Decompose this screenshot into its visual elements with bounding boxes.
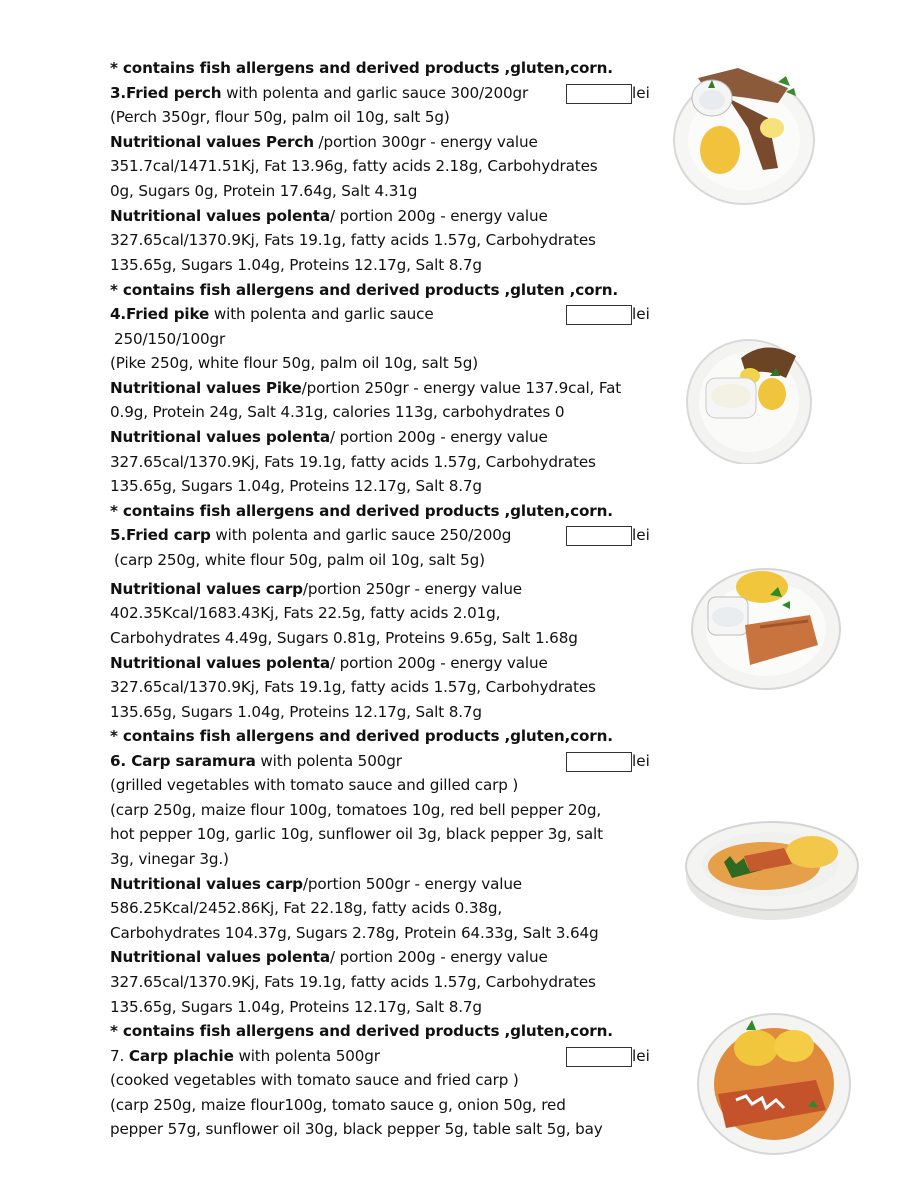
nutrition-pike-heading: Nutritional values Pike/portion 250gr - energy value 137.9cal, Fat <box>110 379 622 397</box>
nutrition-carp-heading: Nutritional values carp/portion 250gr - energy value <box>110 580 522 598</box>
allergen-note: * contains fish allergens and derived products ,gluten,corn. <box>110 59 613 77</box>
nutrition-polenta-line: 327.65cal/1370.9Kj, Fats 19.1g, fatty acids 1.57g, Carbohydrates <box>110 453 596 471</box>
price-field-plachie[interactable] <box>566 1047 632 1067</box>
ingredients-carp: (carp 250g, white flour 50g, palm oil 10g, salt 5g) <box>114 551 485 569</box>
allergen-note: * contains fish allergens and derived products ,gluten,corn. <box>110 727 613 745</box>
ingredients-plachie: pepper 57g, sunflower oil 30g, black pepper 5g, table salt 5g, bay <box>110 1120 603 1138</box>
carp-plachie-photo <box>696 1010 852 1156</box>
nutrition-perch-heading: Nutritional values Perch /portion 300gr - energy value <box>110 133 538 151</box>
allergen-note: * contains fish allergens and derived products ,gluten,corn. <box>110 1022 613 1040</box>
nutrition-carp-line: Carbohydrates 4.49g, Sugars 0.81g, Proteins 9.65g, Salt 1.68g <box>110 629 578 647</box>
nutrition-polenta-heading: Nutritional values polenta/ portion 200g - energy value <box>110 948 548 966</box>
nutrition-polenta-line: 135.65g, Sugars 1.04g, Proteins 12.17g, Salt 8.7g <box>110 703 482 721</box>
allergen-note: * contains fish allergens and derived products ,gluten ,corn. <box>110 281 619 299</box>
nutrition-perch-line: 0g, Sugars 0g, Protein 17.64g, Salt 4.31g <box>110 182 418 200</box>
allergen-note: * contains fish allergens and derived products ,gluten,corn. <box>110 502 613 520</box>
item-title-carp: 5.Fried carp with polenta and garlic sauce 250/200g <box>110 526 512 544</box>
price-field-perch[interactable] <box>566 84 632 104</box>
nutrition-pike-line: 0.9g, Protein 24g, Salt 4.31g, calories 113g, carbohydrates 0 <box>110 403 565 421</box>
description-plachie: (cooked vegetables with tomato sauce and fried carp ) <box>110 1071 519 1089</box>
ingredients-pike: (Pike 250g, white flour 50g, palm oil 10g, salt 5g) <box>110 354 479 372</box>
item-title-plachie: 7. Carp plachie with polenta 500gr <box>110 1047 380 1065</box>
item-title-saramura: 6. Carp saramura with polenta 500gr <box>110 752 402 770</box>
nutrition-saramura-heading: Nutritional values carp/portion 500gr - energy value <box>110 875 522 893</box>
item-title-pike: 4.Fried pike with polenta and garlic sauce <box>110 305 434 323</box>
ingredients-plachie: (carp 250g, maize flour100g, tomato sauce g, onion 50g, red <box>110 1096 566 1114</box>
price-field-carp[interactable] <box>566 526 632 546</box>
currency-label: lei <box>632 526 650 544</box>
currency-label: lei <box>632 84 650 102</box>
fried-pike-photo <box>686 338 812 464</box>
nutrition-perch-line: 351.7cal/1471.51Kj, Fat 13.96g, fatty acids 2.18g, Carbohydrates <box>110 157 598 175</box>
currency-label: lei <box>632 305 650 323</box>
nutrition-polenta-line: 327.65cal/1370.9Kj, Fats 19.1g, fatty acids 1.57g, Carbohydrates <box>110 973 596 991</box>
nutrition-saramura-line: Carbohydrates 104.37g, Sugars 2.78g, Protein 64.33g, Salt 3.64g <box>110 924 599 942</box>
nutrition-polenta-line: 135.65g, Sugars 1.04g, Proteins 12.17g, Salt 8.7g <box>110 477 482 495</box>
nutrition-polenta-heading: Nutritional values polenta/ portion 200g - energy value <box>110 207 548 225</box>
nutrition-carp-line: 402.35Kcal/1683.43Kj, Fats 22.5g, fatty acids 2.01g, <box>110 604 501 622</box>
nutrition-polenta-heading: Nutritional values polenta/ portion 200g - energy value <box>110 428 548 446</box>
fried-carp-photo <box>690 565 842 693</box>
currency-label: lei <box>632 752 650 770</box>
ingredients-saramura: hot pepper 10g, garlic 10g, sunflower oil 3g, black pepper 3g, salt <box>110 825 603 843</box>
fried-perch-photo <box>668 58 816 206</box>
description-saramura: (grilled vegetables with tomato sauce and gilled carp ) <box>110 776 519 794</box>
nutrition-polenta-heading: Nutritional values polenta/ portion 200g - energy value <box>110 654 548 672</box>
ingredients-saramura: (carp 250g, maize flour 100g, tomatoes 10g, red bell pepper 20g, <box>110 801 602 819</box>
price-field-pike[interactable] <box>566 305 632 325</box>
nutrition-polenta-line: 327.65cal/1370.9Kj, Fats 19.1g, fatty acids 1.57g, Carbohydrates <box>110 231 596 249</box>
price-field-saramura[interactable] <box>566 752 632 772</box>
carp-saramura-photo <box>684 812 860 926</box>
ingredients-perch: (Perch 350gr, flour 50g, palm oil 10g, salt 5g) <box>110 108 450 126</box>
nutrition-saramura-line: 586.25Kcal/2452.86Kj, Fat 22.18g, fatty acids 0.38g, <box>110 899 503 917</box>
nutrition-polenta-line: 135.65g, Sugars 1.04g, Proteins 12.17g, Salt 8.7g <box>110 256 482 274</box>
nutrition-polenta-line: 135.65g, Sugars 1.04g, Proteins 12.17g, Salt 8.7g <box>110 998 482 1016</box>
currency-label: lei <box>632 1047 650 1065</box>
nutrition-polenta-line: 327.65cal/1370.9Kj, Fats 19.1g, fatty acids 1.57g, Carbohydrates <box>110 678 596 696</box>
ingredients-saramura: 3g, vinegar 3g.) <box>110 850 229 868</box>
item-title-perch: 3.Fried perch with polenta and garlic sauce 300/200gr <box>110 84 529 102</box>
portion-pike: 250/150/100gr <box>114 330 226 348</box>
